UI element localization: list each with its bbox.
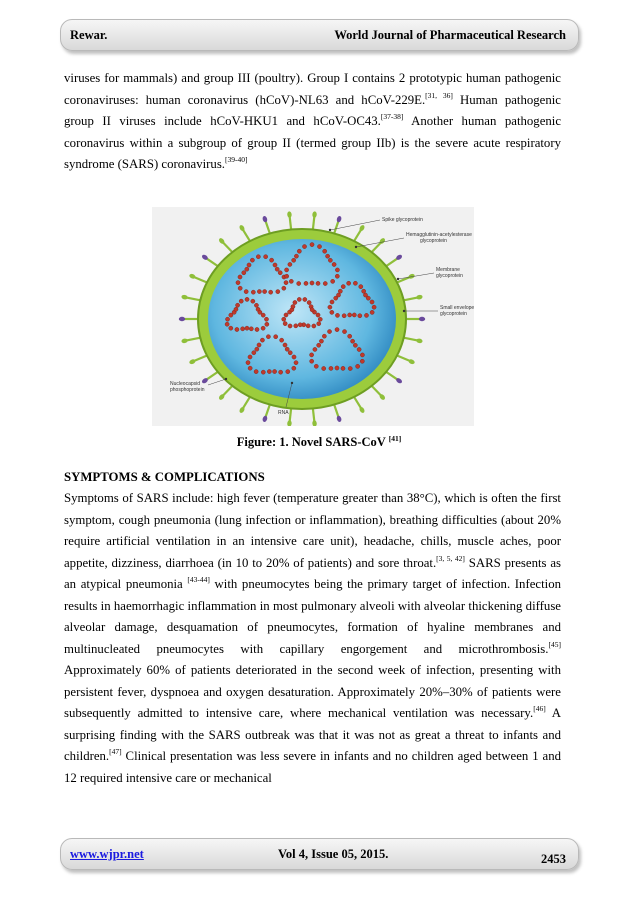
nucleocapsid-bead [303, 297, 307, 301]
section-heading: SYMPTOMS & COMPLICATIONS [64, 470, 265, 484]
nucleocapsid-bead [358, 314, 362, 318]
nucleocapsid-bead [342, 329, 346, 333]
nucleocapsid-bead [249, 327, 253, 331]
nucleocapsid-bead [318, 317, 322, 321]
caption-citation: [41] [388, 434, 402, 443]
nucleocapsid-bead [330, 300, 334, 304]
virus-illustration [152, 207, 474, 426]
nucleocapsid-bead [336, 293, 340, 297]
nucleocapsid-bead [286, 370, 290, 374]
nucleocapsid-bead [245, 326, 249, 330]
nucleocapsid-bead [264, 255, 268, 259]
nucleocapsid-bead [335, 274, 339, 278]
nucleocapsid-bead [245, 267, 249, 271]
nucleocapsid-bead [283, 322, 287, 326]
nucleocapsid-bead [269, 290, 273, 294]
nucleocapsid-bead [327, 329, 331, 333]
nucleocapsid-bead [360, 353, 364, 357]
running-footer [60, 838, 579, 870]
sars-cov-figure [152, 207, 474, 426]
nucleocapsid-bead [328, 305, 332, 309]
spike-knob [419, 317, 425, 321]
nucleocapsid-bead [356, 364, 360, 368]
nucleocapsid-bead [254, 303, 258, 307]
spike-knob [262, 415, 268, 422]
nucleocapsid-bead [312, 324, 316, 328]
nucleocapsid-bead [310, 243, 314, 247]
running-header [60, 19, 579, 51]
nucleocapsid-bead [234, 307, 238, 311]
citation-45: [45] [548, 639, 561, 649]
spike-knob [336, 415, 342, 422]
body-text-4: Approximately 60% of patients deteriorated in the second week of infection, presenting with persistent fever, dyspnoea and oxygen desaturation. Approximately 20%–30% of patients were subsequently admitted to intensive care, where mechanical ventilation was necessary. [64, 663, 561, 720]
nucleocapsid-bead [270, 258, 274, 262]
nucleocapsid-bead [359, 285, 363, 289]
nucleocapsid-bead [335, 313, 339, 317]
nucleocapsid-bead [370, 300, 374, 304]
journal-website-link[interactable]: www.wjpr.net [70, 847, 144, 861]
nucleocapsid-bead [322, 366, 326, 370]
nucleocapsid-bead [307, 300, 311, 304]
spike-knob [287, 420, 292, 426]
nucleocapsid-bead [310, 308, 314, 312]
nucleocapsid-bead [274, 335, 278, 339]
nucleocapsid-bead [251, 290, 255, 294]
nucleocapsid-bead [229, 326, 233, 330]
nucleocapsid-bead [304, 281, 308, 285]
nucleocapsid-bead [285, 347, 289, 351]
nucleocapsid-bead [306, 324, 310, 328]
nucleocapsid-bead [292, 366, 296, 370]
nucleocapsid-bead [264, 317, 268, 321]
nucleocapsid-bead [288, 351, 292, 355]
body-text-5: A surprising finding with the SARS outbreak was that it was not as great a threat to infants and children. [64, 706, 561, 763]
nucleocapsid-bead [225, 317, 229, 321]
spike-knob [416, 294, 423, 300]
nucleocapsid-bead [297, 249, 301, 253]
nucleocapsid-bead [297, 297, 301, 301]
nucleocapsid-bead [255, 347, 259, 351]
body-text-3: with pneumocytes being the primary target of infection. Infection results in haemorrhagic inflammation in most pulmonary alveoli with alveolar thickening diffuse alveolar damage, desquamation of pneumocytes, formation of hyaline membranes and multinucleated pneumocytes with capillary engorgement and microthrombosis. [64, 577, 561, 656]
nucleocapsid-bead [260, 338, 264, 342]
nucleocapsid-bead [242, 271, 246, 275]
label-phosphoprotein: phosphoprotein [170, 387, 205, 393]
intro-paragraph [64, 68, 561, 176]
nucleocapsid-bead [366, 296, 370, 300]
nucleocapsid-bead [285, 268, 289, 272]
spike-knob [312, 420, 317, 426]
citation-46: [46] [533, 704, 546, 713]
nucleocapsid-bead [302, 244, 306, 248]
nucleocapsid-bead [244, 290, 248, 294]
label-rna: RNA [278, 410, 289, 416]
citation-39-40: [39-40] [225, 155, 248, 164]
nucleocapsid-bead [341, 366, 345, 370]
label-membrane-glycoprotein: glycoprotein [436, 273, 463, 279]
nucleocapsid-bead [251, 299, 255, 303]
nucleocapsid-bead [279, 370, 283, 374]
nucleocapsid-bead [288, 262, 292, 266]
nucleocapsid-bead [316, 313, 320, 317]
spike-knob [416, 338, 423, 344]
nucleocapsid-bead [225, 322, 229, 326]
body-text-6: Clinical presentation was less severe in infants and no children aged between 1 and 12 required intensive care or mechanical [64, 749, 561, 785]
page-number: 2453 [541, 852, 566, 866]
nucleocapsid-bead [310, 359, 314, 363]
nucleocapsid-bead [238, 286, 242, 290]
nucleocapsid-bead [246, 361, 250, 365]
nucleocapsid-bead [335, 328, 339, 332]
viral-core [208, 239, 396, 399]
nucleocapsid-bead [282, 286, 286, 290]
spike-knob [312, 211, 317, 218]
nucleocapsid-bead [319, 339, 323, 343]
nucleocapsid-bead [235, 303, 239, 307]
intro-text-3: Another human pathogenic coronavirus within a subgroup of group II (termed group IIb) is the severe acute respiratory syndrome (SARS) coronavirus. [64, 114, 562, 171]
nucleocapsid-bead [331, 279, 335, 283]
nucleocapsid-bead [282, 317, 286, 321]
nucleocapsid-bead [310, 353, 314, 357]
spike-knob [262, 215, 268, 222]
footer-issue: Vol 4, Issue 05, 2015. [278, 847, 389, 861]
citation-3-5-42: [3, 5, 42] [436, 553, 465, 563]
nucleocapsid-bead [294, 324, 298, 328]
intro-text-2: Human pathogenic group II viruses include hCoV-HKU1 and hCoV-OC43. [64, 92, 561, 128]
nucleocapsid-bead [292, 355, 296, 359]
nucleocapsid-bead [335, 268, 339, 272]
nucleocapsid-bead [372, 305, 376, 309]
nucleocapsid-bead [310, 281, 314, 285]
intro-text-1: viruses for mammals) and group III (poultry). Group I contains 2 prototypic human pathogenic coronaviruses: human coronavirus (hCoV)-NL63 and hCoV-229E. [64, 71, 561, 107]
nucleocapsid-bead [250, 258, 254, 262]
header-author: Rewar. [70, 28, 108, 42]
nucleocapsid-bead [257, 343, 261, 347]
nucleocapsid-bead [322, 334, 326, 338]
nucleocapsid-bead [273, 263, 277, 267]
nucleocapsid-bead [313, 347, 317, 351]
nucleocapsid-bead [328, 258, 332, 262]
nucleocapsid-bead [284, 281, 288, 285]
spike-knob [336, 215, 342, 222]
nucleocapsid-bead [348, 366, 352, 370]
nucleocapsid-bead [255, 327, 259, 331]
nucleocapsid-bead [317, 322, 321, 326]
nucleocapsid-bead [241, 327, 245, 331]
nucleocapsid-bead [297, 281, 301, 285]
nucleocapsid-bead [330, 310, 334, 314]
caption-text: Figure: 1. Novel SARS-CoV [236, 435, 386, 449]
spike-knob [179, 317, 185, 321]
nucleocapsid-bead [294, 361, 298, 365]
nucleocapsid-bead [248, 366, 252, 370]
nucleocapsid-bead [265, 322, 269, 326]
nucleocapsid-bead [329, 366, 333, 370]
nucleocapsid-bead [364, 313, 368, 317]
nucleocapsid-bead [288, 324, 292, 328]
label-nucleocapsid: Nucleocapsid [170, 381, 201, 387]
nucleocapsid-bead [325, 254, 329, 258]
body-text-1: Symptoms of SARS include: high fever (temperature greater than 38°C), which is often the first symptom, cough pneumonia (lung infection or inflammation), breathing difficulties (about 20% require artificial ventilation in an intensive care unit), headache, chills, muscle aches, poor appetite, dizziness, diarrhoea (in 10 to 20% of patients) and sore throat. [64, 491, 561, 570]
citation-31-36: [31, 36] [425, 90, 453, 100]
nucleocapsid-bead [360, 359, 364, 363]
nucleocapsid-bead [267, 369, 271, 373]
nucleocapsid-bead [291, 305, 295, 309]
spike-knob [287, 211, 292, 218]
nucleocapsid-bead [323, 281, 327, 285]
citation-47: [47] [109, 747, 122, 756]
body-text-2: SARS presents as an atypical pneumonia [64, 555, 561, 591]
nucleocapsid-bead [245, 297, 249, 301]
label-membrane: Membrane [436, 267, 460, 273]
nucleocapsid-bead [342, 314, 346, 318]
spike-knob [181, 294, 188, 300]
nucleocapsid-bead [276, 290, 280, 294]
nucleocapsid-bead [247, 263, 251, 267]
nucleocapsid-bead [357, 347, 361, 351]
nucleocapsid-bead [348, 313, 352, 317]
nucleocapsid-bead [272, 369, 276, 373]
nucleocapsid-bead [283, 343, 287, 347]
label-envelope-glycoprotein: glycoprotein [440, 311, 467, 317]
nucleocapsid-bead [266, 335, 270, 339]
nucleocapsid-bead [257, 289, 261, 293]
nucleocapsid-bead [294, 254, 298, 258]
nucleocapsid-bead [348, 334, 352, 338]
nucleocapsid-bead [284, 313, 288, 317]
label-spike-glycoprotein: Spike glycoprotein [382, 217, 423, 223]
nucleocapsid-bead [235, 327, 239, 331]
nucleocapsid-bead [261, 370, 265, 374]
nucleocapsid-bead [335, 366, 339, 370]
nucleocapsid-bead [293, 300, 297, 304]
nucleocapsid-bead [362, 289, 366, 293]
spike-knob [181, 338, 188, 344]
nucleocapsid-bead [351, 339, 355, 343]
nucleocapsid-bead [317, 244, 321, 248]
nucleocapsid-bead [261, 326, 265, 330]
nucleocapsid-bead [370, 310, 374, 314]
nucleocapsid-bead [292, 258, 296, 262]
nucleocapsid-bead [280, 338, 284, 342]
nucleocapsid-bead [238, 275, 242, 279]
nucleocapsid-bead [352, 313, 356, 317]
nucleocapsid-bead [338, 289, 342, 293]
nucleocapsid-bead [353, 281, 357, 285]
nucleocapsid-bead [314, 364, 318, 368]
nucleocapsid-bead [316, 281, 320, 285]
nucleocapsid-bead [317, 343, 321, 347]
nucleocapsid-bead [347, 281, 351, 285]
nucleocapsid-bead [261, 313, 265, 317]
nucleocapsid-bead [254, 369, 258, 373]
nucleocapsid-bead [236, 281, 240, 285]
nucleocapsid-bead [239, 299, 243, 303]
nucleocapsid-bead [263, 289, 267, 293]
nucleocapsid-bead [248, 355, 252, 359]
nucleocapsid-bead [256, 255, 260, 259]
nucleocapsid-bead [323, 249, 327, 253]
label-small-envelope: Small envelope [440, 305, 474, 311]
citation-43-44: [43-44] [187, 575, 210, 584]
nucleocapsid-bead [353, 343, 357, 347]
nucleocapsid-bead [278, 271, 282, 275]
citation-37-38: [37-38] [380, 112, 404, 121]
label-hemagglutinin: Hemagglutinin-acetylesterase [406, 232, 472, 238]
figure-caption [0, 435, 638, 450]
nucleocapsid-bead [285, 274, 289, 278]
nucleocapsid-bead [341, 285, 345, 289]
nucleocapsid-bead [332, 262, 336, 266]
nucleocapsid-bead [298, 323, 302, 327]
nucleocapsid-bead [275, 267, 279, 271]
symptoms-paragraph [64, 488, 561, 789]
label-hemagglutinin-glycoprotein: glycoprotein [420, 238, 447, 244]
nucleocapsid-bead [289, 279, 293, 283]
nucleocapsid-bead [252, 351, 256, 355]
header-journal: World Journal of Pharmaceutical Research [334, 28, 566, 42]
